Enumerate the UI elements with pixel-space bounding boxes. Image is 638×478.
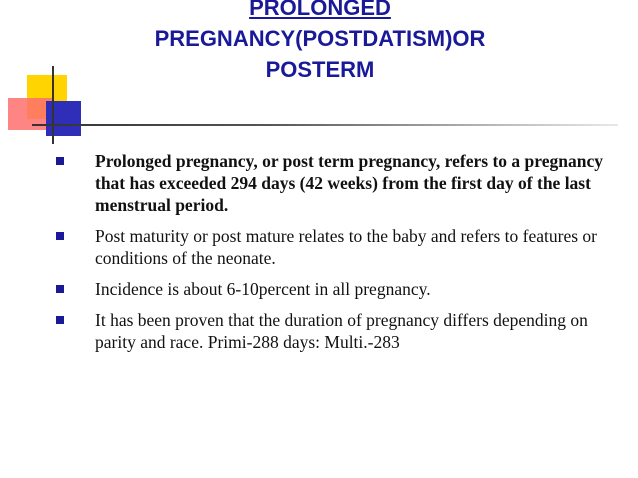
bullet-item [55,225,625,269]
bullet-text: Prolonged pregnancy, or post term pregnancy, refers to a pregnancy that has exceeded 294 days (42 weeks) from the first day of the last menstrual period. [95,151,603,215]
decorative-vertical-line [52,66,54,144]
square-bullet-icon [56,157,64,165]
title-divider-line [32,124,618,126]
bullet-item [55,278,625,300]
square-bullet-icon [56,316,64,324]
title-line-1: PROLONGED [249,0,391,20]
bullet-text: Post maturity or post mature relates to the baby and refers to features or conditions of the neonate. [95,226,597,268]
bullet-list [55,150,625,362]
title-line-3: POSTERM [265,57,375,82]
square-bullet-icon [56,232,64,240]
title-line-2: PREGNANCY(POSTDATISM)OR [154,26,486,51]
bullet-text: Incidence is about 6-10percent in all pregnancy. [95,279,431,299]
slide-title [60,0,580,85]
bullet-item [55,309,625,353]
bullet-text: It has been proven that the duration of pregnancy differs depending on parity and race. Primi-288 days: Multi.-283 [95,310,588,352]
bullet-item [55,150,625,216]
square-bullet-icon [56,285,64,293]
